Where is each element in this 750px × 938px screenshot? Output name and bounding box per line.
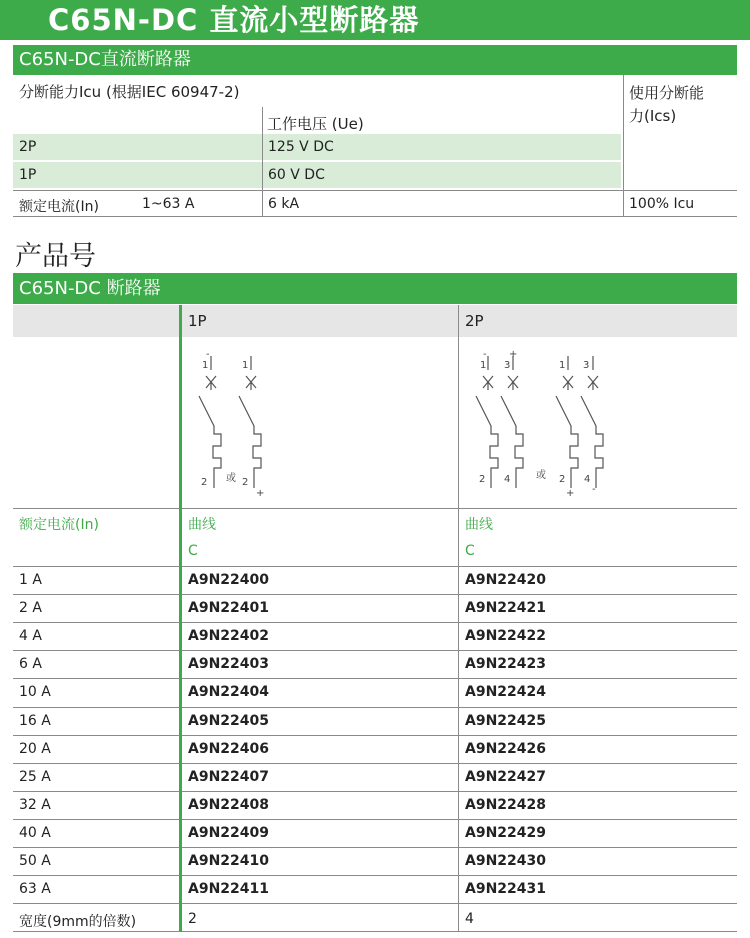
product-code-1p: A9N22404 [188, 684, 269, 701]
terminal-2-label-alt: 2 [242, 477, 249, 488]
operating-voltage-label: 工作电压 (Ue) [267, 115, 364, 133]
product-code-1p: A9N22403 [188, 656, 269, 673]
row-divider [13, 622, 737, 623]
pole-1p-label: 1P [188, 312, 207, 330]
product-code-2p: A9N22428 [465, 796, 546, 813]
curve-label-2p: 曲线 [465, 517, 493, 533]
terminal-2-label: 2 [201, 477, 208, 488]
product-code-2p: A9N22426 [465, 740, 546, 757]
spec-icu-value: 6 kA [268, 196, 300, 212]
product-code-2p: A9N22431 [465, 881, 546, 898]
spec-ics-value: 100% Icu [629, 196, 695, 212]
terminal-plus-label-alt: + [566, 488, 575, 498]
rated-current-cell: 63 A [19, 881, 51, 898]
rated-current-header: 额定电流(In) [19, 517, 99, 533]
terminal-2-label-alt: 2 [559, 474, 566, 485]
rated-current-cell: 6 A [19, 656, 42, 673]
pole-header-row [13, 305, 737, 337]
table-bottom-border [13, 931, 737, 932]
spec-voltage-1p: 60 V DC [268, 167, 325, 183]
width-2p: 4 [465, 911, 474, 927]
spec-col-divider [623, 75, 624, 216]
terminal-minus-label: - [483, 349, 487, 360]
product-code-2p: A9N22427 [465, 768, 546, 785]
product-section-title: 产品号 [15, 241, 96, 272]
terminal-1-label: 1 [480, 360, 487, 371]
row-divider [13, 791, 737, 792]
spec-col-divider [262, 107, 263, 216]
product-code-2p: A9N22422 [465, 628, 546, 645]
terminal-3-label-alt: 3 [583, 360, 590, 371]
product-code-1p: A9N22401 [188, 600, 269, 617]
rated-current-cell: 1 A [19, 572, 42, 588]
product-code-2p: A9N22424 [465, 684, 546, 701]
rated-current-cell: 40 A [19, 824, 51, 841]
col-divider [458, 508, 459, 932]
product-code-1p: A9N22410 [188, 853, 269, 869]
row-divider [13, 847, 737, 848]
col-divider [458, 305, 459, 508]
diagram-bottom-border [13, 508, 737, 509]
service-breaking-label-1: 使用分断能 [629, 84, 705, 102]
curve-value-2p: C [465, 543, 475, 559]
product-code-1p: A9N22408 [188, 796, 269, 813]
width-label: 宽度(9mm的倍数) [19, 914, 137, 930]
row-divider [13, 763, 737, 764]
or-label: 或 [226, 473, 236, 484]
or-label: 或 [536, 470, 546, 481]
rated-current-cell: 10 A [19, 684, 51, 701]
row-divider [13, 735, 737, 736]
spec-rated-current-label: 额定电流(In) [19, 199, 99, 215]
spec-rated-current-range: 1~63 A [142, 196, 195, 212]
rated-current-cell: 4 A [19, 628, 42, 645]
spec-divider [13, 190, 737, 191]
terminal-1-label-alt: 1 [242, 360, 249, 371]
product-code-2p: A9N22423 [465, 656, 546, 673]
product-code-1p: A9N22400 [188, 572, 269, 588]
product-code-1p: A9N22411 [188, 881, 269, 898]
product-code-2p: A9N22425 [465, 712, 546, 729]
terminal-4-label-alt: 4 [584, 474, 591, 485]
row-divider [13, 650, 737, 651]
product-table-header: C65N-DC 断路器 [13, 273, 737, 304]
terminal-3-label: 3 [504, 360, 511, 371]
rated-current-cell: 20 A [19, 740, 51, 757]
curve-value-1p: C [188, 543, 198, 559]
row-divider [13, 678, 737, 679]
rated-current-cell: 32 A [19, 796, 51, 813]
green-col-divider [179, 508, 182, 932]
spec-pole-1p: 1P [19, 167, 37, 183]
terminal-minus-label-alt: - [592, 484, 596, 495]
row-divider [13, 819, 737, 820]
product-code-2p: A9N22429 [465, 824, 546, 841]
width-1p: 2 [188, 911, 197, 927]
product-code-1p: A9N22405 [188, 712, 269, 729]
terminal-plus-label: + [509, 349, 518, 360]
terminal-1-label-alt: 1 [559, 360, 566, 371]
terminal-minus-label: - [206, 349, 210, 360]
product-code-1p: A9N22409 [188, 824, 269, 841]
spec-voltage-2p: 125 V DC [268, 139, 334, 155]
green-col-divider [179, 305, 182, 508]
breaking-capacity-label: 分断能力Icu (根据IEC 60947-2) [19, 83, 240, 101]
row-divider [13, 875, 737, 876]
rated-current-cell: 50 A [19, 853, 51, 869]
spec-bottom-border [13, 216, 737, 217]
row-divider [13, 594, 737, 595]
terminal-plus-label: + [256, 488, 265, 498]
rated-current-cell: 16 A [19, 712, 51, 729]
service-breaking-label-2: 力(Ics) [629, 107, 677, 125]
product-code-1p: A9N22406 [188, 740, 269, 757]
row-divider [13, 566, 737, 567]
curve-label-1p: 曲线 [188, 517, 216, 533]
product-code-2p: A9N22430 [465, 853, 546, 869]
spec-pole-2p: 2P [19, 139, 37, 155]
terminal-4-label: 4 [504, 474, 511, 485]
row-divider [13, 903, 737, 904]
product-code-2p: A9N22421 [465, 600, 546, 617]
terminal-2-label: 2 [479, 474, 486, 485]
spec-table-header: C65N-DC直流断路器 [13, 45, 737, 75]
rated-current-cell: 25 A [19, 768, 51, 785]
rated-current-cell: 2 A [19, 600, 42, 617]
row-divider [13, 707, 737, 708]
product-code-1p: A9N22402 [188, 628, 269, 645]
terminal-1-label: 1 [202, 360, 209, 371]
spec-divider [13, 160, 621, 161]
diagram-2p [470, 348, 630, 498]
product-code-1p: A9N22407 [188, 768, 269, 785]
product-code-2p: A9N22420 [465, 572, 546, 588]
diagram-1p [186, 348, 286, 498]
page-title: C65N-DC 直流小型断路器 [0, 0, 750, 40]
pole-2p-label: 2P [465, 312, 484, 330]
